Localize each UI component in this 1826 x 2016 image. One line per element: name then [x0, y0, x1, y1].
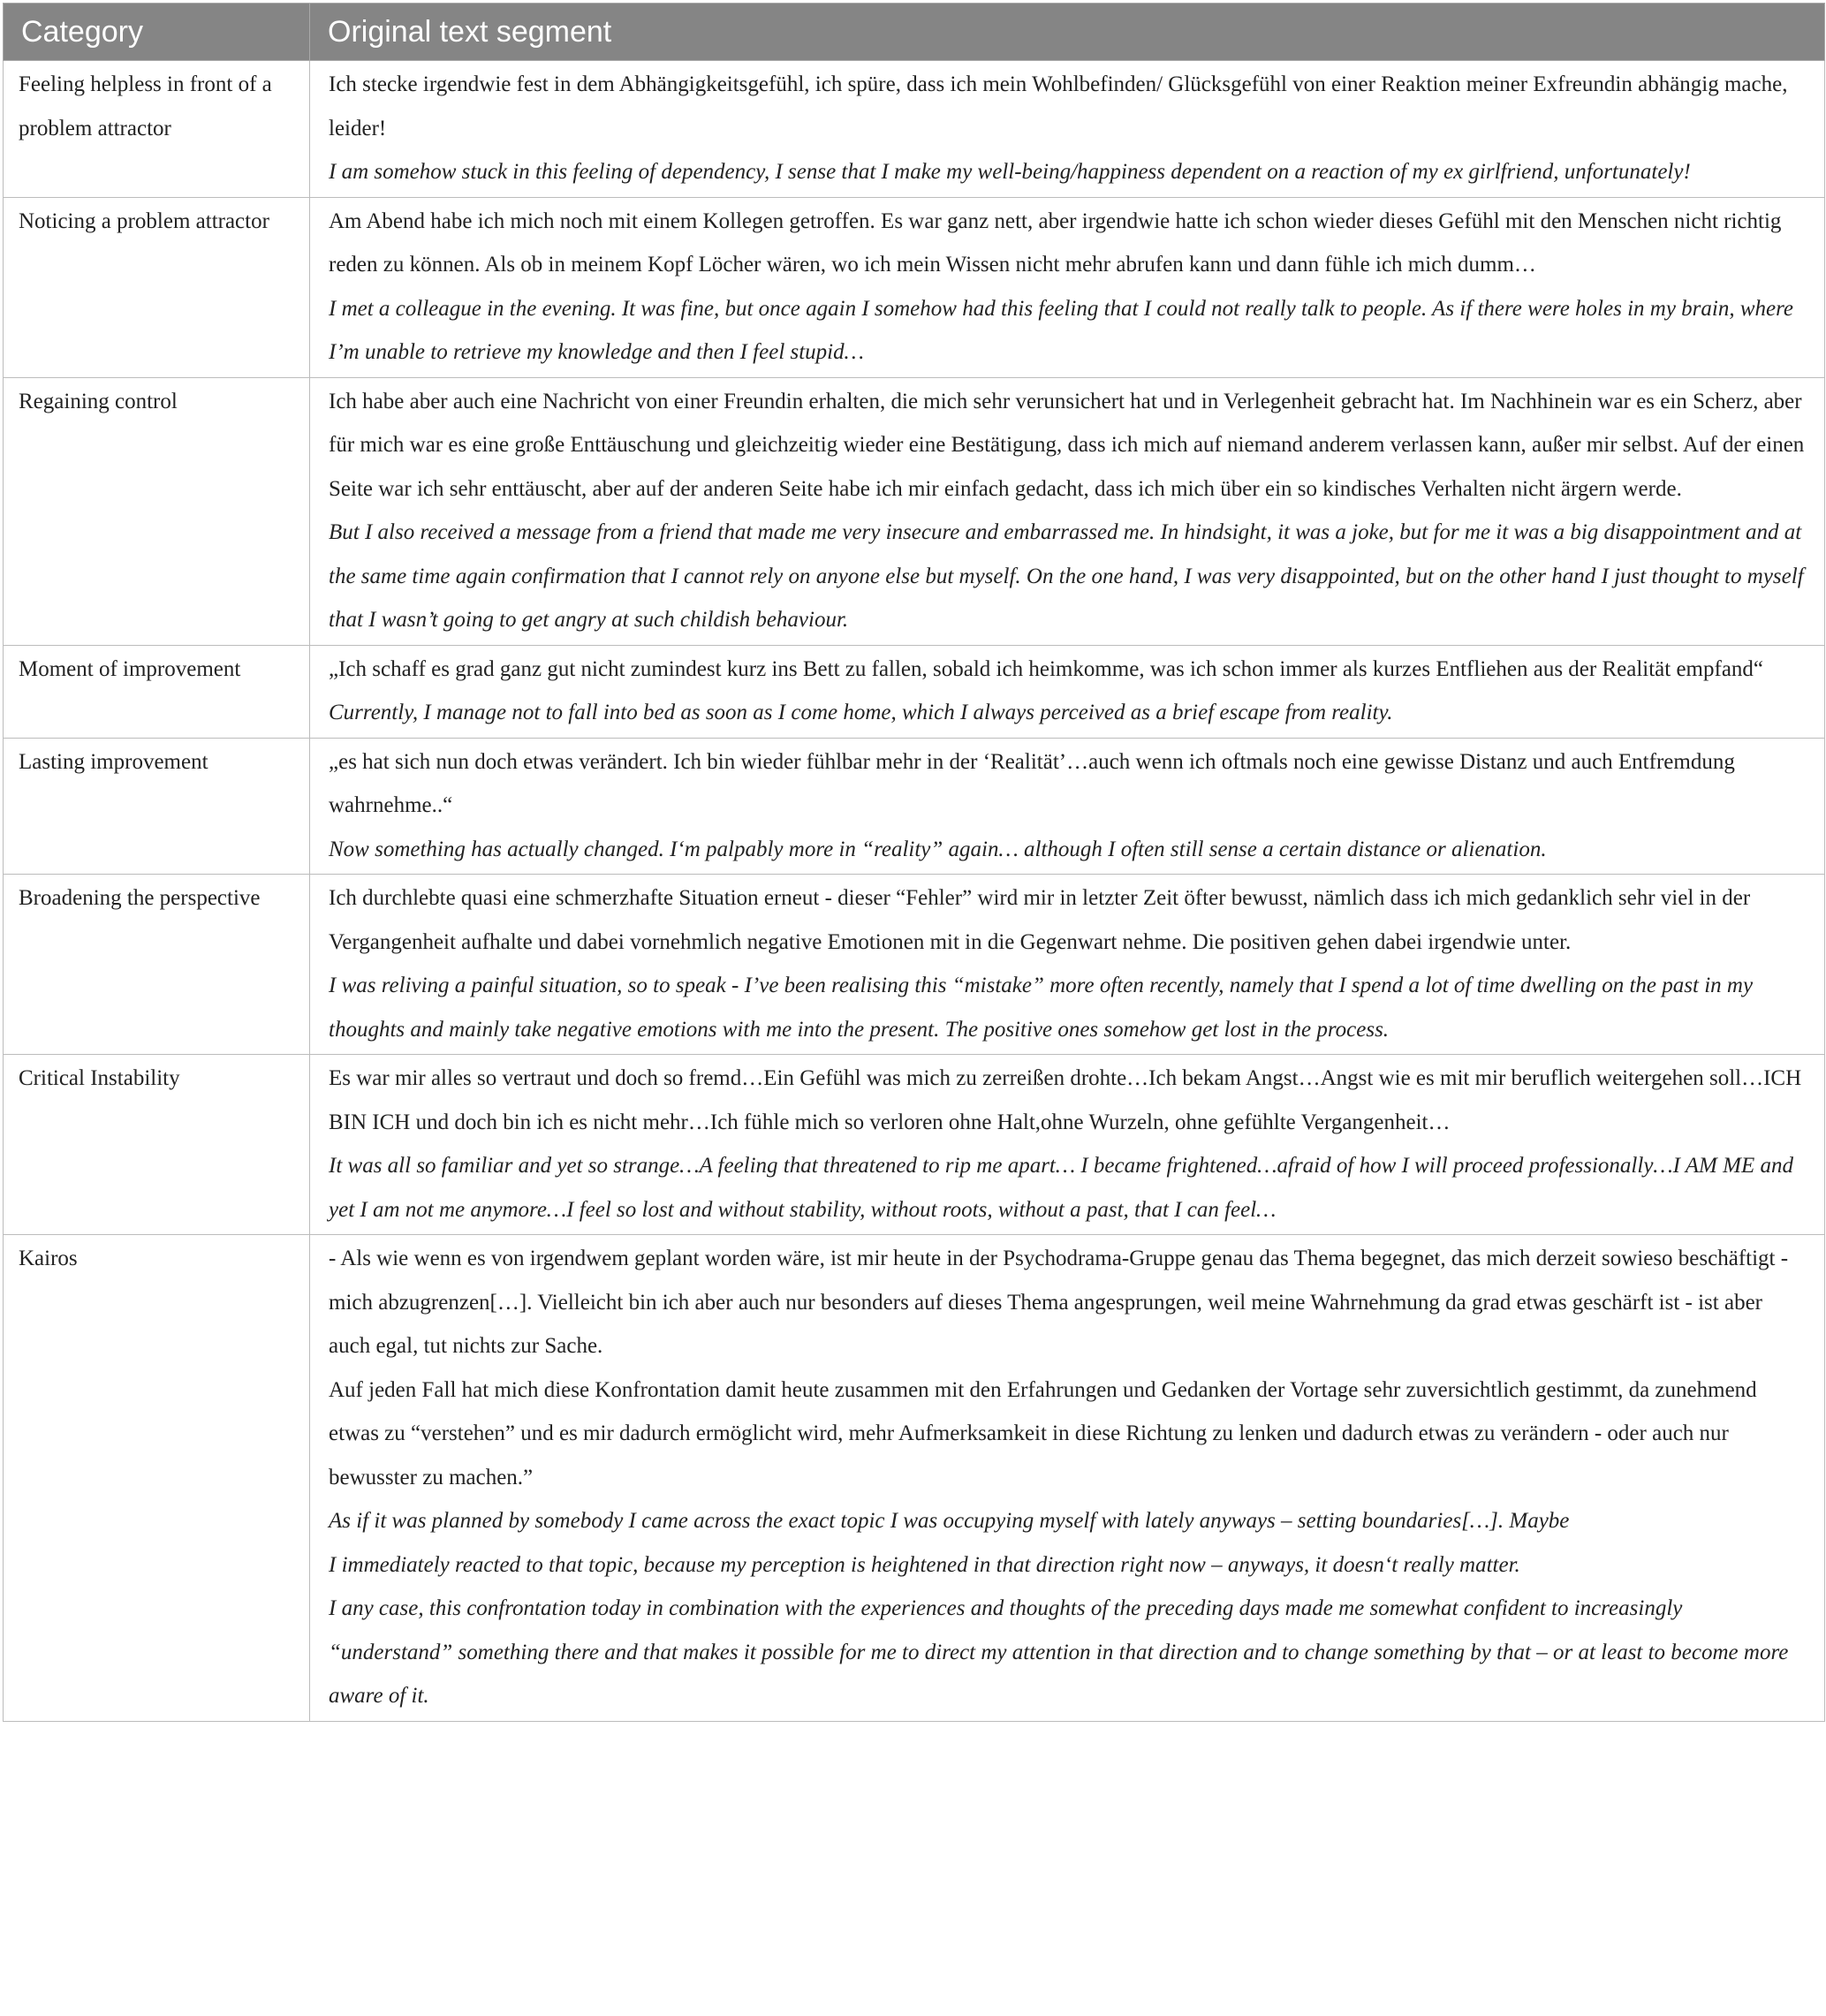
table-row — [4, 1055, 1825, 1235]
table-row — [4, 875, 1825, 1055]
category-cell: Feeling helpless in front of a problem attractor — [4, 61, 310, 198]
category-cell: Moment of improvement — [4, 645, 310, 738]
text-segment-cell — [310, 377, 1825, 645]
text-segment-cell — [310, 1235, 1825, 1722]
text-segment-cell — [310, 738, 1825, 875]
english-translation-text: As if it was planned by somebody I came across the exact topic I was occupying myself with lately anyways – setting boundaries[…]. Maybe — [329, 1509, 1570, 1533]
english-translation-text: Now something has actually changed. I‘m palpably more in “reality” again… although I often still sense a certain distance or alienation. — [329, 837, 1547, 861]
text-segment-cell — [310, 645, 1825, 738]
header-category: Category — [4, 4, 310, 61]
original-german-text: Es war mir alles so vertraut und doch so fremd…Ein Gefühl was mich zu zerreißen drohte…Ich bekam Angst…Angst wie es mit mir beruflich weitergehen soll…ICH BIN ICH und doch bin ich es nicht mehr…Ich fühle mich so verloren ohne Halt,ohne Wurzeln, ohne gefühlte Vergangenheit… — [329, 1066, 1802, 1134]
table-row — [4, 197, 1825, 377]
original-german-text: „Ich schaff es grad ganz gut nicht zumindest kurz ins Bett zu fallen, sobald ich heimkomme, was ich schon immer als kurzes Entfliehen aus der Realität empfand“ — [329, 656, 1764, 681]
text-segment-cell — [310, 875, 1825, 1055]
table-row — [4, 738, 1825, 875]
original-german-text: Ich stecke irgendwie fest in dem Abhängigkeitsgefühl, ich spüre, dass ich mein Wohlbefinden/ Glücksgefühl von einer Reaktion meiner Exfreundin abhängig mache, leider! — [329, 72, 1788, 140]
english-translation-text: It was all so familiar and yet so strange…A feeling that threatened to rip me apart… I became frightened…afraid of how I will proceed professionally…I AM ME and yet I am not me anymore…I feel so lost and without stability, without roots, without a past, that I can feel… — [329, 1154, 1793, 1222]
original-german-text: Ich durchlebte quasi eine schmerzhafte Situation erneut - dieser “Fehler” wird mir in letzter Zeit öfter bewusst, nämlich dass ich mich gedanklich sehr viel in der Vergangenheit aufhalte und dabei vornehmlich negative Emotionen mit in die Gegenwart nehme. Die positiven gehen dabei irgendwie unter. — [329, 886, 1751, 954]
text-segment-cell — [310, 61, 1825, 198]
category-cell: Kairos — [4, 1235, 310, 1722]
original-german-text: „es hat sich nun doch etwas verändert. Ich bin wieder fühlbar mehr in der ‘Realität’…auch wenn ich oftmals noch eine gewisse Distanz und auch Entfremdung wahrnehme..“ — [329, 749, 1735, 817]
original-german-text: Auf jeden Fall hat mich diese Konfrontation damit heute zusammen mit den Erfahrungen und Gedanken der Vortage sehr zuversichtlich gestimmt, da zunehmend etwas zu “verstehen” und es mir dadurch ermöglicht wird, mehr Aufmerksamkeit in diese Richtung zu lenken und dadurch etwas zu verändern - oder auch nur bewusster zu machen.” — [329, 1377, 1757, 1489]
table-header-row — [4, 4, 1825, 61]
english-translation-text: Currently, I manage not to fall into bed as soon as I come home, which I always perceived as a brief escape from reality. — [329, 701, 1393, 724]
english-translation-text: I was reliving a painful situation, so to speak - I’ve been realising this “mistake” more often recently, namely that I spend a lot of time dwelling on the past in my thoughts and mainly take negative emotions with me into the present. The positive ones somehow get lost in the process. — [329, 974, 1754, 1042]
category-text-table — [3, 3, 1825, 1722]
category-cell: Noticing a problem attractor — [4, 197, 310, 377]
english-translation-text: I any case, this confrontation today in combination with the experiences and thoughts of the preceding days made me somewhat confident to increasingly “understand” something there and that makes it possible for me to direct my attention in that direction and to change something by that – or at least to become more aware of it. — [329, 1596, 1789, 1708]
category-cell: Critical Instability — [4, 1055, 310, 1235]
original-german-text: Am Abend habe ich mich noch mit einem Kollegen getroffen. Es war ganz nett, aber irgendwie hatte ich schon wieder dieses Gefühl mit den Menschen nicht richtig reden zu können. Als ob in meinem Kopf Löcher wären, wo ich mein Wissen nicht mehr abrufen kann und dann fühle ich mich dumm… — [329, 208, 1782, 277]
category-cell: Regaining control — [4, 377, 310, 645]
english-translation-text: I met a colleague in the evening. It was fine, but once again I somehow had this feeling that I could not really talk to people. As if there were holes in my brain, where I’m unable to retrieve my knowledge and then I feel stupid… — [329, 296, 1794, 364]
english-translation-text: I am somehow stuck in this feeling of dependency, I sense that I make my well-being/happiness dependent on a reaction of my ex girlfriend, unfortunately! — [329, 160, 1691, 184]
text-segment-cell — [310, 197, 1825, 377]
original-german-text: Ich habe aber auch eine Nachricht von einer Freundin erhalten, die mich sehr verunsichert hat und in Verlegenheit gebracht hat. Im Nachhinein war es ein Scherz, aber für mich war es eine große Enttäuschung und gleichzeitig wieder eine Bestätigung, dass ich mich auf niemand anderem verlassen kann, außer mir selbst. Auf der einen Seite war ich sehr enttäuscht, aber auf der anderen Seite habe ich mir einfach gedacht, dass ich mich über ein so kindisches Verhalten nicht ärgern werde. — [329, 389, 1805, 501]
table-row — [4, 377, 1825, 645]
original-german-text: - Als wie wenn es von irgendwem geplant worden wäre, ist mir heute in der Psychodrama-Gruppe genau das Thema begegnet, das mich derzeit sowieso beschäftigt - mich abzugrenzen[…]. Vielleicht bin ich aber auch nur besonders auf dieses Thema angesprungen, weil meine Wahrnehmung da grad etwas geschärft ist - ist aber auch egal, tut nichts zur Sache. — [329, 1247, 1789, 1358]
english-translation-text: I immediately reacted to that topic, because my perception is heightened in that direction right now – anyways, it doesn‘t really matter. — [329, 1552, 1520, 1577]
table-row — [4, 61, 1825, 198]
category-cell: Lasting improvement — [4, 738, 310, 875]
table-row — [4, 645, 1825, 738]
table-body — [4, 61, 1825, 1722]
english-translation-text: But I also received a message from a friend that made me very insecure and embarrassed me. In hindsight, it was a joke, but for me it was a big disappointment and at the same time again confirmation that I cannot rely on anyone else but myself. On the one hand, I was very disappointed, but on the other hand I just thought to myself that I wasn’t going to get angry at such childish behaviour. — [329, 520, 1804, 632]
text-segment-cell — [310, 1055, 1825, 1235]
category-cell: Broadening the perspective — [4, 875, 310, 1055]
header-original-text-segment: Original text segment — [310, 4, 1825, 61]
table-row — [4, 1235, 1825, 1722]
